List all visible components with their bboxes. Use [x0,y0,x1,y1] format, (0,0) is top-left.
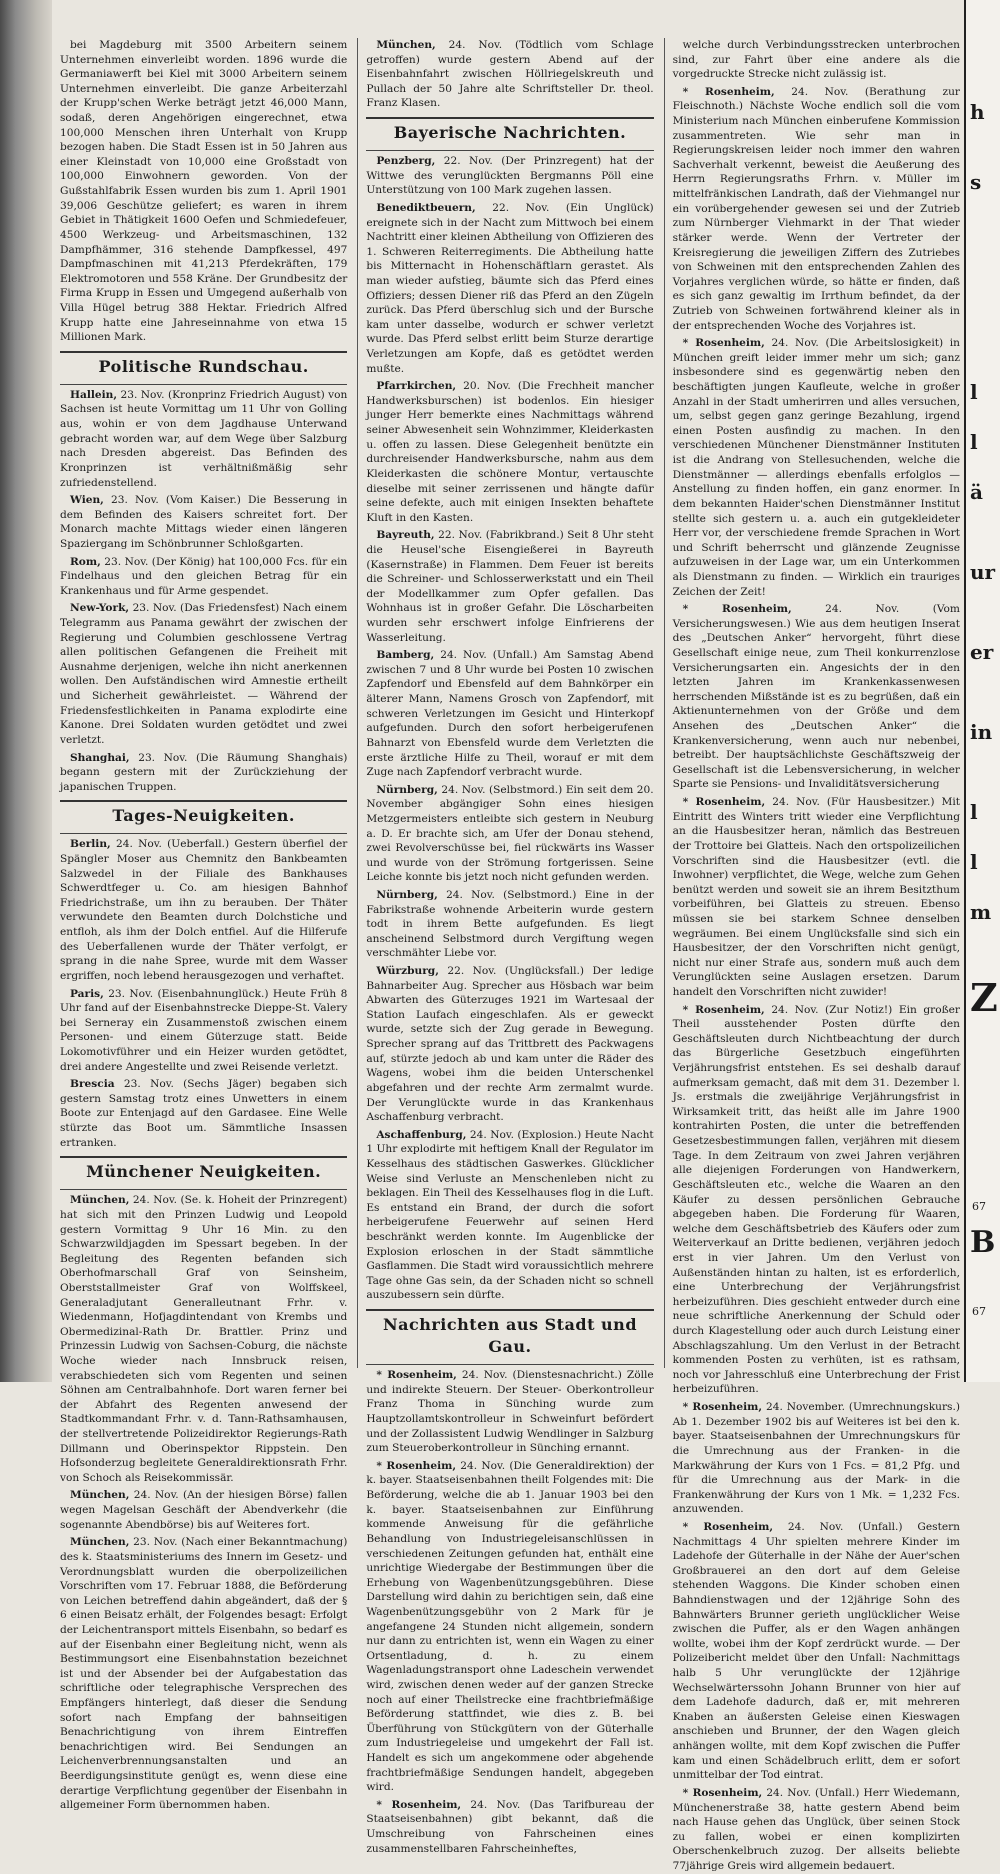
article-text: 24. Nov. (Das Tarifbureau der Staatseisenbahnen) gibt bekannt, daß die Umschreibung von Fahrscheinen eines zusammenstellbaren Fahrscheinheftes, [366,1798,654,1855]
article-text: 22. Nov. (Ein Unglück) ereignete sich in der Nacht zum Mittwoch bei einem Nachtritt einer kleinen Abtheilung von Offizieren des 1. Schweren Reiterregiments. Die Abtheilung hatte bis Mitternacht in Hohenschäftlarn gerastet. Als man wieder aufstieg, bäumte sich das Pferd eines Offiziers; dessen Diener riß das Pferd an den Zügeln zurück. Das Pferd überschlug sich und der Bursche kam unter dasselbe, wodurch er schwer verletzt wurde. Das Pferd selbst erlitt beim Sturze derartige Verletzungen am Kopfe, daß es getödtet werden mußte. [366,201,654,375]
article-paragraph [366,888,653,961]
edge-number: 67 [972,1305,986,1318]
article-text: 24. Nov. (Explosion.) Heute Nacht 1 Uhr explodirte mit heftigem Knall der Regulator im Kesselhaus des städtischen Gaswerkes. Glücklicher Weise sind Verluste an Menschenleben nicht zu beklagen. Ein Theil des Kesselhauses flog in die Luft. Es entstand ein Brand, der durch die sofort herbeigerufene Feuerwehr auf seinen Herd beschränkt werden konnte. Im Augenblicke der Explosion erloschen in der Stadt sämmtliche Gasflammen. Die Stadt wird voraussichtlich mehrere Tage ohne Gas sein, da der Schaden nicht so schnell auszubessern sein dürfte. [366,1128,654,1302]
section-rule [366,1309,653,1311]
article-paragraph [673,38,960,82]
dateline: * Rosenheim, [682,603,792,616]
article-text: 24. Nov. (Dienstesnachricht.) Zölle und indirekte Steuern. Der Steuer- Oberkontrolleur Franz Thoma in Sünching wurde zum Hauptzollamtskontrolleur in Schweinfurt befördert und der Zollassistent Ludwig Wendlinger in Salzburg zum Steueroberkontrolleur in Sünching ernannt. [366,1369,654,1455]
article-text: 24. Nov. (Se. k. Hoheit der Prinzregent) hat sich mit den Prinzen Ludwig und Leopold gestern Vormittag 9 Uhr 16 Min. zu den Schwarzwildjagden im Spessart begeben. In der Begleitung des Regenten befanden sich Oberhofmarschall Graf von Seinsheim, Oberststallmeister Graf von Wolffskeel, Generaladjutant Generalleutnant Frhr. v. Wiedenmann, Hofjagdintendant von Krembs und Obermedizinal-Rath Dr. Brattler. Prinz und Prinzessin Ludwig von Sachsen-Coburg, die nächste Woche wieder nach Innsbruck reisen, verabschiedeten sich vom Regenten und seinen Söhnen am Centralbahnhofe. Dort waren ferner bei der Abfahrt des Regenten anwesend der Stadtkommandant Frhr. v. d. Tann-Rathsamhausen, der stellvertretende Polizeidirektor Regierungs-Rath Dillmann und Oberinspektor Rippstein. Den Hofsonderzug begleitete Generaldirektionsrath Frhr. von Schoch als Reisekommissär. [60,1194,348,1484]
edge-letter: l [970,850,978,874]
section-rule [60,800,347,802]
dateline: München, [70,1489,130,1502]
article-paragraph [366,154,653,198]
section-heading: Politische Rundschau. [98,356,309,376]
article-text: 23. Nov. (Die Räumung Shanghais) begann gestern mit der Zurückziehung der japanischen Truppen. [60,751,348,793]
article-paragraph [366,1459,653,1795]
article-paragraph [366,1368,653,1456]
article-paragraph [60,1488,347,1532]
dateline: Nürnberg, [376,783,438,796]
section-rule [60,833,347,834]
article-paragraph [366,38,653,111]
dateline: Würzburg, [376,965,439,978]
dateline: München, [70,1194,130,1207]
dateline: * Rosenheim, [682,1003,765,1016]
edge-letter: l [970,380,978,404]
article-text: 23. Nov. (Der König) hat 100,000 Fcs. für ein Findelhaus und den gleichen Betrag für ein Krankenhaus und für Arme gespendet. [60,555,348,597]
edge-letter: h [970,100,985,124]
edge-letter: m [970,900,992,924]
edge-number: 67 [972,1200,986,1213]
dateline: * Rosenheim, [376,1798,462,1811]
edge-letter: l [970,430,978,454]
article-text: 24. Nov. (Die Generaldirektion) der k. bayer. Staatseisenbahnen theilt Folgendes mit: Die Beförderung, welche die ab 1. Januar 1903 bei den k. bayer. Staatseisenbahnen zur Einführung kommende Anweisung für die gefährliche Behandlung von Industriegeleisanschlüssen in verschiedenen Zeitungen gefunden hat, enthält eine unrichtige Wiedergabe der Bestimmungen über die Erhebung von Wagenbenützungsgebühren. Diese Darstellung wird dahin zu berichtigen sein, daß eine Wagenbenützungsgebühr von 2 Mark für je angefangene 24 Stunden nicht allgemein, sondern nur dann zu entrichten ist, wenn ein Wagen zu einer Ortsentladung, d. h. zu einem Wagenladungstransport ohne Ladeschein verwendet wird, zwischen denen weder auf der ganzen Strecke noch auf einer Theilstrecke eine frachtbriefmäßige Beförderung stattfindet, wie dies z. B. bei Überführung von Stückgütern von der Güterhalle zum Industriegeleise und umgekehrt der Fall ist. Handelt es sich um angekommene oder abgehende frachtbriefmäßige Sendungen handelt, abgegeben wird. [366,1459,654,1794]
article-text: 24. Nov. (Zur Notiz!) Ein großer Theil ausstehender Posten dürfte den Geschäftsleuten durch Nichtbeachtung der durch das Bürgerliche Gesetzbuch eingeführten Verjährungsfrist entstehen. Es sei deshalb darauf aufmerksam gemacht, daß mit dem 31. Dezember l. Js. erstmals die zweijährige Verjährungsfrist in Wirksamkeit tritt, das heißt alle im Jahre 1900 kontrahirten Posten, die unter die betreffenden Gesetzesbestimmungen fallen, verjähren mit diesem Tage. In dem Zeitraum von zwei Jahren verjähren alle diejenigen Forderungen von Handwerkern, Geschäftsleuten etc., welche die Waaren an den Käufer zu dessen persönlichen Gebrauche abgegeben haben. Die Forderung für Waaren, welche dem Geschäftsbetrieb des Käufers oder zum Weiterverkauf an Dritte bedienen, verjähren jedoch erst in vier Jahren. Um den Verlust von Außenständen hintan zu halten, ist es erforderlich, eine Unterbrechung der Verjährungsfrist herbeizuführen. Dies geschieht entweder durch eine neue schriftliche Anerkennung der Schuld oder durch Klagestellung oder auch durch Leistung einer Abschlagszahlung. Um den Verlust in der Betracht kommenden Posten zu verhüten, ist es rathsam, noch vor Jahresschluß eine Unterbrechung der Frist herbeizuführen. [672,1003,960,1396]
article-paragraph [366,1128,653,1303]
article-paragraph [60,751,347,795]
section-heading: Bayerische Nachrichten. [393,123,627,143]
article-text: 23. Nov. (Vom Kaiser.) Die Besserung in dem Befinden des Kaisers schreitet fort. Der Monarch machte Mittags wieder einen längeren Spaziergang im Schönbrunner Schloßgarten. [60,494,348,550]
section-rule [366,117,653,119]
edge-letter: s [970,170,982,194]
dateline: Penzberg, [376,155,436,168]
article-text: 24. Nov. (Die Arbeitslosigkeit) in München greift leider immer mehr um sich; ganz insbesondere sind es gegenwärtig neben den beschäftigten jungen Kaufleute, welche in großer Anzahl in der Stadt umherirren und alles versuchen, um, selbst gegen ganz geringe Bezahlung, irgend einen Posten ausfindig zu machen. In den verschiedenen Münchener Dienstmänner Instituten ist die Andrang von Stellesuchenden, welche die Dienstmänner — allerdings ebenfalls erfolglos — Anstellung zu finden hoffen, ein ganz enormer. In dem bekannten Haider'schen Dienstmänner Institut stellte sich gestern u. a. auch ein gutgekleideter Herr vor, der verschiedene fremde Sprachen in Wort und Schrift beherrscht und glänzende Zeugnisse aufzuweisen in der Lage war, um ein Unterkommen als Dienstmann zu finden. — Wirklich ein trauriges Zeichen der Zeit! [672,337,960,598]
dateline: * Rosenheim, [682,85,775,98]
section-rule [366,150,653,151]
article-paragraph [60,388,347,490]
dateline: Rom, [70,555,101,568]
dateline: * Rosenheim, [682,1401,763,1414]
article-text: 24. Nov. (An der hiesigen Börse) fallen wegen Magelsan Geschäft der Abendverkehr (die sogenannte Abendbörse) bis auf Weiteres fort. [60,1489,348,1531]
article-paragraph [673,1400,960,1517]
dateline: Bayreuth, [376,529,435,542]
dateline: Berlin, [70,838,111,851]
article-text: 24. Nov. (Selbstmord.) Ein seit dem 20. November abgängiger Sohn eines hiesigen Metzgermeisters entleibte sich gestern in Neuburg a. D. Er brachte sich, am Ufer der Donau stehend, zwei Revolverschüsse bei, fiel rückwärts ins Wasser und wurde von der Strömung fortgerissen. Seine Leiche konnte bis jetzt noch nicht gefunden werden. [366,783,654,884]
article-text: 24. Nov. (Für Hausbesitzer.) Mit Eintritt des Winters tritt wieder eine Verpflichtung an die Hausbesitzer heran, nämlich das Bestreuen der Trottoire bei Glatteis. Nach den ortspolizeilichen Vorschriften sind die Hausbesitzer (evtl. die Inwohner) verpflichtet, die Wege, welche zum Gehen benützt werden und soweit sie an ihrem Besitzthum vorbeiführen, bei Glatteis zu streuen. Ebenso müssen sie bei starkem Schnee denselben wegräumen. Bei einem Unglücksfalle sind sich ein Hausbesitzer, der den Vorschriften nicht genügt, nicht nur einer Strafe aus, sondern muß auch dem Verunglückten seine Auslagen ersetzen. Darum handelt den Vorschriften nicht zuwider! [672,796,960,998]
article-paragraph [366,528,653,645]
article-text: 23. Nov. (Sechs Jäger) begaben sich gestern Samstag trotz eines Unwetters in einem Boote zur Entenjagd auf den Gardasee. Eine Welle stürzte das Boot um. Sämmtliche Insassen ertranken. [60,1078,348,1149]
dateline: Hallein, [70,388,118,401]
edge-letter: ä [970,480,983,504]
dateline: * Rosenheim, [376,1459,457,1472]
article-paragraph [673,85,960,333]
article-text: 20. Nov. (Die Frechheit mancher Handwerksburschen) ist bodenlos. Ein hiesiger junger Herr bemerkte eines Nachmittags während seiner Abwesenheit sein Wohnzimmer, Kleiderkasten u. offen zu lassen. Diese Gelegenheit benützte ein durchreisender Handwerksbursche, nahm aus dem Kleiderkasten die schönere Montur, vertauschte dieselbe mit seiner zerrissenen und hängte dafür seine defekte, auch mit einigen Insekten behaftete Kluft in den Kasten. [366,380,654,524]
dateline: München, [376,39,436,51]
dateline: Paris, [70,987,104,1000]
dateline: Shanghai, [70,751,130,764]
article-paragraph [60,493,347,551]
edge-letter: l [970,800,978,824]
article-text: 24. Nov. (Unfall.) Am Samstag Abend zwischen 7 und 8 Uhr wurde bei Posten 10 zwischen Zapfendorf und Ebensfeld auf dem Bahnkörper ein älterer Mann, Namens Grosch von Zapfendorf, mit schweren Verletzungen im Gesicht und Hinterkopf aufgefunden. Durch den sofort herbeigerufenen Bahnarzt von Ebensfeld wurde dem Verletzten die erste ärztliche Hilfe zu Theil, worauf er mit dem Zuge nach Zapfendorf verbracht wurde. [366,649,654,779]
article-paragraph [60,555,347,599]
section-rule [60,351,347,353]
section-rule [60,384,347,385]
article-paragraph [366,964,653,1125]
dateline: * Rosenheim, [682,1520,774,1533]
article-text: 24. Nov. (Unfall.) Gestern Nachmittags 4 Uhr spielten mehrere Kinder im Ladehofe der Güterhalle in der Nähe der Auer'schen Großbrauerei an den dort auf dem Geleise stehenden Waggons. Die Kinder schoben einen Bahndienstwagen und der 12jährige Sohn des Bahnwärters Brunner gerieth unglücklicher Weise zwischen die Puffer, als er den Wagen anhängen wollte, wobei ihm der Kopf zerdrückt wurde. — Der Polizeibericht meldet über den Unfall: Nachmittags halb 5 Uhr verunglückte der 12jährige Wechselwärterssohn Johann Brunner von hier auf dem Ladehofe dadurch, daß er, mit mehreren Knaben an äußersten Geleise einen Kieswagen anschieben und Brunner, der den Wagen gleich anhängen wollte, mit dem Kopf zwischen die Puffer kam und einen Schädelbruch erlitt, dem er sofort unmittelbar der Tod eintrat. [672,1520,960,1782]
article-text: 24. Nov. (Tödtlich vom Schlage getroffen) wurde gestern Abend auf der Eisenbahnfahrt zwischen Höllriegelskreuth und Pullach der 50 Jahre alte Schriftsteller Dr. theol. Franz Klasen. [366,39,654,110]
article-text: 23. Nov. (Eisenbahnunglück.) Heute Früh 8 Uhr fand auf der Eisenbahnstrecke Dieppe-St. Valery bei Serneray ein Zusammenstoß zwischen einem Personen- und einem Güterzuge statt. Beide Lokomotivführer und ein Heizer wurden getödtet, drei andere Angestellte und zwei Reisende verletzt. [60,987,348,1073]
article-text: bei Magdeburg mit 3500 Arbeitern seinem Unternehmen einverleibt worden. 1896 wurde die Germaniawerft bei Kiel mit 3000 Arbeitern seinem Unternehmen einverleibt. Die ganze Arbeiterzahl der Krupp'schen Werke beträgt jetzt 46,000 Mann, sodaß, deren Angehörigen eingerechnet, etwa 100,000 Menschen ihren Unterhalt von Krupp bezogen haben. Die Stadt Essen ist in 50 Jahren aus einer Kleinstadt von 10,000 eine Großstadt von 100,000 Einwohnern geworden. Von der Gußstahlfabrik Essen wurden bis zum 1. April 1901 39,006 Geschütze geliefert; es waren in ihrem Gebiet in Thätigkeit 1600 Oefen und Schmiedefeuer, 4500 Werkzeug- und Arbeitsmaschinen, 132 Dampfhämmer, 316 stehende Dampfkessel, 497 Dampfmaschinen mit 41,213 Pferdekräften, 179 Elektromotoren und 558 Kräne. Der Grundbesitz der Firma Krupp in Essen und Umgegend außerhalb von Villa Hügel betrug 388 Hektar. Friedrich Alfred Krupp hatte eine Jahreseinnahme von etwa 15 Millionen Mark. [60,39,348,344]
dateline: Benediktbeuern, [376,201,476,214]
section-rule [60,1156,347,1158]
dateline: New-York, [70,602,130,615]
article-paragraph [60,1193,347,1485]
section-heading: Nachrichten aus Stadt und Gau. [382,1315,637,1357]
article-text: 22. Nov. (Der Prinzregent) hat der Wittwe des verunglückten Bergmanns Pöll eine Unterstützung von 100 Mark zugehen lassen. [366,155,654,197]
facing-page-edge [964,0,1000,1382]
edge-letter: in [970,720,993,744]
article-text: welche durch Verbindungsstrecken unterbrochen sind, zur Fahrt über eine andere als die vorgedruckte Strecke nicht zulässig ist. [672,39,960,81]
column-3 [664,38,960,1872]
article-paragraph [673,336,960,599]
edge-letter: ur [970,560,996,584]
article-paragraph [673,795,960,1000]
section-rule [366,1364,653,1365]
dateline: Pfarrkirchen, [376,380,457,393]
article-paragraph [366,379,653,525]
article-text: 24. Nov. (Vom Versicherungswesen.) Wie aus dem heutigen Inserat des „Deutschen Anker“ hervorgeht, führt diese Gesellschaft einige neue, zum Theil konkurrenzlose Versicherungsarten ein. Angesichts der in den letzten Jahren im Krankenkassenwesen herrschenden Mißstände ist es zu begrüßen, daß ein Aktienunternehmen von der Größe und dem Ansehen des „Deutschen Anker“ die Krankenversicherung, wenn auch nur nebenbei, betreibt. Der hauptsächlichste Geschäftszweig der Gesellschaft ist die Lebensversicherung, in welcher Sparte sie Pensions- und Invaliditätsversicherung [672,603,960,791]
dateline: * Rosenheim, [682,1786,763,1799]
column-1 [60,38,348,1812]
dateline: * Rosenheim, [682,337,765,350]
dateline: * Rosenheim, [682,796,766,809]
article-paragraph [60,1535,347,1813]
article-paragraph [60,38,347,345]
dateline: * Rosenheim, [376,1369,457,1382]
article-paragraph [60,837,347,983]
article-paragraph [673,602,960,792]
dateline: München, [70,1536,130,1549]
edge-letter: B [970,1225,996,1260]
article-text: 24. Nov. (Selbstmord.) Eine in der Fabrikstraße wohnende Arbeiterin wurde gestern todt in ihrem Bette aufgefunden. Es liegt anscheinend Selbstmord durch Vergiftung wegen verschmähter Liebe vor. [366,888,654,960]
edge-letter: er [970,640,994,664]
column-2 [357,38,654,1855]
section-heading: Tages-Neuigkeiten. [112,806,295,826]
dateline: Aschaffenburg, [376,1128,467,1141]
article-paragraph [366,201,653,376]
article-text: 24. Nov. (Ueberfall.) Gestern überfiel der Spängler Moser aus Chemnitz den Bankbeamten Salzwedel in der Filiale des Bankhauses Schwerdtfeger u. Co. am hiesigen Bahnhof Friedrichstraße, um ihn zu berauben. Der Thäter verwundete den Beamten durch Dolchstiche und entfloh, als ihm der Dolch entfiel. Auf die Hilferufe des Ueberfallenen wurde der Thäter verfolgt, er sprang in die nahe Spree, wurde mit dem Wasser ergriffen, noch lebend herausgezogen und verhaftet. [60,838,348,982]
article-paragraph [60,1077,347,1150]
article-paragraph [673,1520,960,1783]
article-paragraph [366,783,653,885]
section-heading: Münchener Neuigkeiten. [86,1162,322,1182]
article-text: 24. Nov. (Berathung zur Fleischnoth.) Nächste Woche endlich soll die vom Ministerium nach München einberufene Kommission zusammentreten. Wie sehr man in Regierungskreisen leider noch immer den wahren Sachverhalt verkennt, beweist die Aeußerung des Herrn Regierungsraths Frhrn. v. Müller im mittelfränkischen Landrath, daß der Viehmangel nur ein vorübergehender gewesen sei und der Zutrieb zum Nürnberger Viehmarkt in der That wieder stärker werde. Wenn der Vertreter der Kreisregierung die jeweiligen Ziffern des Zutriebes von Schweinen mit den entsprechenden Zahlen des Vorjahres verglichen würde, so hätte er finden, daß es sich ganz gewaltig im Irrthum befindet, da der Zutrieb von Schweinen fortwährend kleiner als in der entsprechenden Woche des Vorjahres ist. [672,85,960,332]
article-paragraph [673,1003,960,1397]
dateline: Brescia [70,1078,115,1091]
article-paragraph [673,1786,960,1874]
section-rule [60,1189,347,1190]
dateline: Bamberg, [376,649,435,662]
dateline: Nürnberg, [376,888,438,901]
article-text: 24. November. (Umrechnungskurs.) Ab 1. Dezember 1902 bis auf Weiteres ist bei den k. bayer. Staatseisenbahnen der Umrechnungskurs für die Umrechnung aus der Franken- in die Markwährung der Kurs von 1 Fcs. = 81,2 Pfg. und für die Umrechnung aus der Mark- in die Frankenwährung der Kurs von 1 Mk. = 1,232 Fcs. anzuwenden. [672,1401,960,1516]
book-binding [0,0,52,1382]
article-paragraph [366,648,653,779]
article-paragraph [60,601,347,747]
article-text: 22. Nov. (Unglücksfall.) Der ledige Bahnarbeiter Aug. Sprecher aus Hösbach war beim Abwarten des Güterzuges 1921 im Wartesaal der Station Laufach eingeschlafen. Als er geweckt wurde, setzte sich der Zug gerade in Bewegung. Sprecher sprang auf das Trittbrett des Packwagens auf, stürzte jedoch ab und kam unter die Räder des Wagens, wobei ihm die beiden Unterschenkel abgefahren und der rechte Arm zermalmt wurde. Der Verunglückte wurde in das Krankenhaus Aschaffenburg verbracht. [366,965,654,1124]
article-text: 23. Nov. (Das Friedensfest) Nach einem Telegramm aus Panama gewährt der zwischen der Regierung und Columbien geschlossene Vertrag allen politischen Gefangenen die Freiheit mit Ausnahme derjenigen, welche ihn nicht anerkennen wollen. Den Aufständischen wird Amnestie ertheilt und Sicherheit gewährleistet. — Während der Friedensfestlichkeiten in Panama explodirte eine Kanone. Drei Soldaten wurden getödtet und zwei verletzt. [60,602,348,746]
article-paragraph [366,1798,653,1856]
article-text: 24. Nov. (Unfall.) Herr Wiedemann, Münchenerstraße 38, hatte gestern Abend beim nach Hause gehen das Unglück, über seinen Stock zu fallen, wobei er einen komplizirten Oberschenkelbruch zuzog. Der allseits beliebte 77jährige Greis wird allgemein bedauert. [672,1786,960,1872]
article-paragraph [60,987,347,1075]
article-text: 23. Nov. (Nach einer Bekanntmachung) des k. Staatsministeriums des Innern im Gesetz- und Verordnungsblatt wurden die oberpolizeilichen Vorschriften vom 17. Februar 1888, die Beförderung von Leichen betreffend dahin abgeändert, daß der § 6 einen Beisatz erhält, der Folgendes besagt: Erfolgt der Leichentransport mittels Eisenbahn, so bedarf es auf der Eisenbahn einer Begleitung nicht, wenn als Bestimmungsort eine Eisenbahnstation bezeichnet ist und der Absender bei der Aufgabestation das schriftliche oder telegraphische Versprechen des Empfängers hinterlegt, daß dieser die Sendung sofort nach Empfang der bahnseitigen Benachrichtigung von ihrem Eintreffen benachrichtigen wird. Bei Sendungen an Leichenverbrennungsanstalten und an Beerdigungsinstitute genügt es, wenn diese eine derartige Verpflichtung gegenüber der Eisenbahn in allgemeiner Form übernommen haben. [60,1536,348,1812]
article-text: 23. Nov. (Kronprinz Friedrich August) von Sachsen ist heute Vormittag um 11 Uhr von Golling aus, wohin er von dem Jagdhause Unterwand gebracht worden war, auf dem Wege über Salzburg nach Dresden abgereist. Das Befinden des Kronprinzen ist verhältnißmäßig sehr zufriedenstellend. [60,388,348,489]
edge-letter: Z [970,975,998,1020]
newspaper-page [60,38,960,1872]
article-text: 22. Nov. (Fabrikbrand.) Seit 8 Uhr steht die Heusel'sche Eisengießerei in Bayreuth (Kasernstraße) in Flammen. Dem Feuer ist bereits die Schreiner- und Schlosserwerkstatt und ein Theil der Modellkammer zum Opfer gefallen. Das Wohnhaus ist in großer Gefahr. Die Löscharbeiten wurden sehr erschwert infolge Einfrierens der Wasserleitung. [366,529,654,644]
dateline: Wien, [70,494,104,507]
